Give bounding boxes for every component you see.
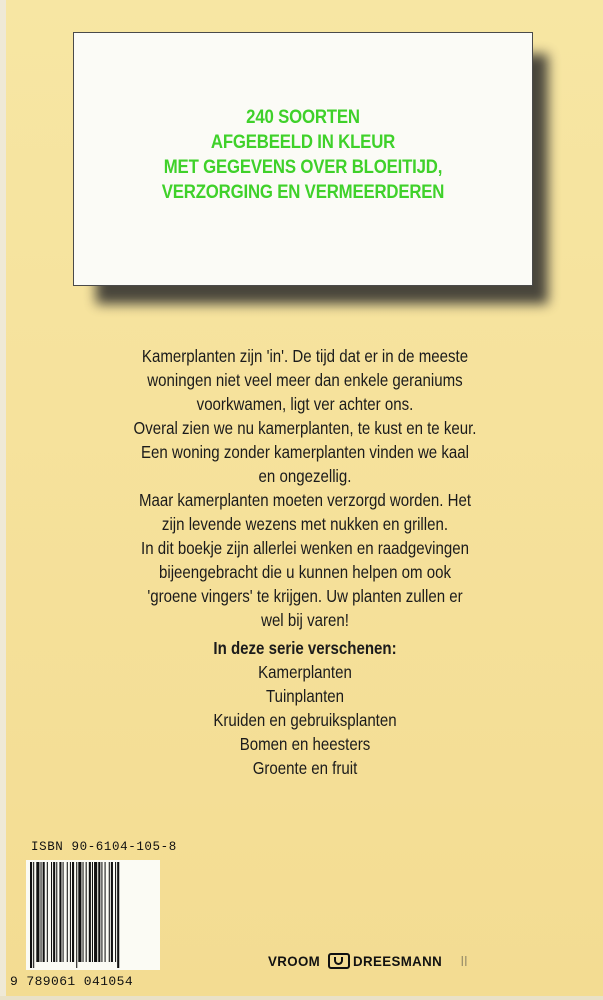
blurb-line: voorkwamen, ligt ver achter ons. — [196, 394, 414, 414]
barcode-bar — [109, 862, 110, 962]
barcode-bar — [56, 862, 57, 962]
publisher-name-left: VROOM — [268, 953, 321, 969]
barcode-bar — [86, 862, 87, 962]
blurb-line: Overal zien we nu kamerplanten, te kust en te keur. — [133, 418, 477, 438]
barcode-bar — [51, 862, 52, 962]
barcode-bar — [89, 862, 91, 962]
blurb-line: 'groene vingers' te krijgen. Uw planten zullen er — [147, 586, 463, 606]
blurb-line: Kamerplanten zijn 'in'. De tijd dat er in de meeste — [141, 346, 469, 366]
barcode-bar — [83, 862, 84, 962]
cover-edge — [0, 0, 6, 1000]
vd-logo-icon — [328, 953, 350, 969]
barcode-bar — [117, 862, 119, 968]
blurb-line: woningen niet veel meer dan enkele geraniums — [147, 370, 463, 390]
blurb-line: bijeengebracht die u kunnen helpen om ook — [158, 562, 452, 582]
barcode-bar — [101, 862, 102, 962]
barcode-bar — [67, 862, 68, 962]
barcode — [26, 860, 160, 970]
barcode-graphic — [26, 860, 160, 970]
barcode-bar — [43, 862, 45, 962]
cover-edge-bottom — [0, 996, 603, 1000]
blurb-line: Een woning zonder kamerplanten vinden we kaal — [141, 442, 469, 462]
publisher-mark: ll — [460, 953, 468, 969]
barcode-bar — [111, 862, 113, 962]
barcode-bar — [41, 862, 42, 962]
barcode-bar — [76, 862, 77, 968]
series-item: Tuinplanten — [265, 686, 345, 706]
series-item: Kruiden en gebruiksplanten — [213, 710, 397, 730]
isbn-label: ISBN 90-6104-105-8 — [31, 840, 177, 854]
publisher-logo — [268, 953, 468, 969]
publisher-name-right: DREESMANN — [352, 953, 443, 969]
barcode-bar — [47, 862, 48, 962]
blurb-line: Maar kamerplanten moeten verzorgd worden. Het — [138, 490, 472, 510]
blurb-line: zijn levende wezens met nukken en grillen. — [161, 514, 449, 534]
barcode-bar — [105, 862, 106, 962]
barcode-bar — [36, 862, 39, 962]
series-item: Groente en fruit — [252, 758, 358, 778]
feature-line: VERZORGING EN VERMEERDEREN — [161, 181, 445, 203]
barcode-bar — [72, 862, 74, 962]
feature-panel — [73, 32, 533, 286]
blurb-line: wel bij varen! — [261, 610, 349, 630]
barcode-bar — [115, 862, 116, 962]
feature-text — [74, 105, 532, 205]
feature-line: MET GEGEVENS OVER BLOEITIJD, — [163, 156, 443, 178]
barcode-bar — [63, 862, 64, 962]
feature-line: AFGEBEELD IN KLEUR — [210, 131, 396, 153]
blurb — [70, 344, 540, 632]
barcode-bar — [53, 862, 55, 962]
blurb-line: en ongezellig. — [258, 466, 352, 486]
barcode-bar — [33, 862, 34, 968]
barcode-bar — [94, 862, 97, 962]
series-item: Bomen en heesters — [239, 734, 371, 754]
series-item: Kamerplanten — [258, 662, 352, 682]
series-heading: In deze serie verschenen: — [213, 638, 397, 658]
barcode-bar — [98, 862, 100, 962]
barcode-bar — [59, 862, 61, 962]
barcode-bar — [70, 862, 71, 962]
barcode-bar — [30, 862, 32, 968]
blurb-line: In dit boekje zijn allerlei wenken en raadgevingen — [141, 538, 469, 558]
barcode-digits: 9 789061 041054 — [10, 974, 134, 989]
feature-line: 240 SOORTEN — [246, 106, 360, 128]
series-list — [70, 636, 540, 780]
barcode-bar — [78, 862, 81, 962]
barcode-bar — [92, 862, 93, 962]
